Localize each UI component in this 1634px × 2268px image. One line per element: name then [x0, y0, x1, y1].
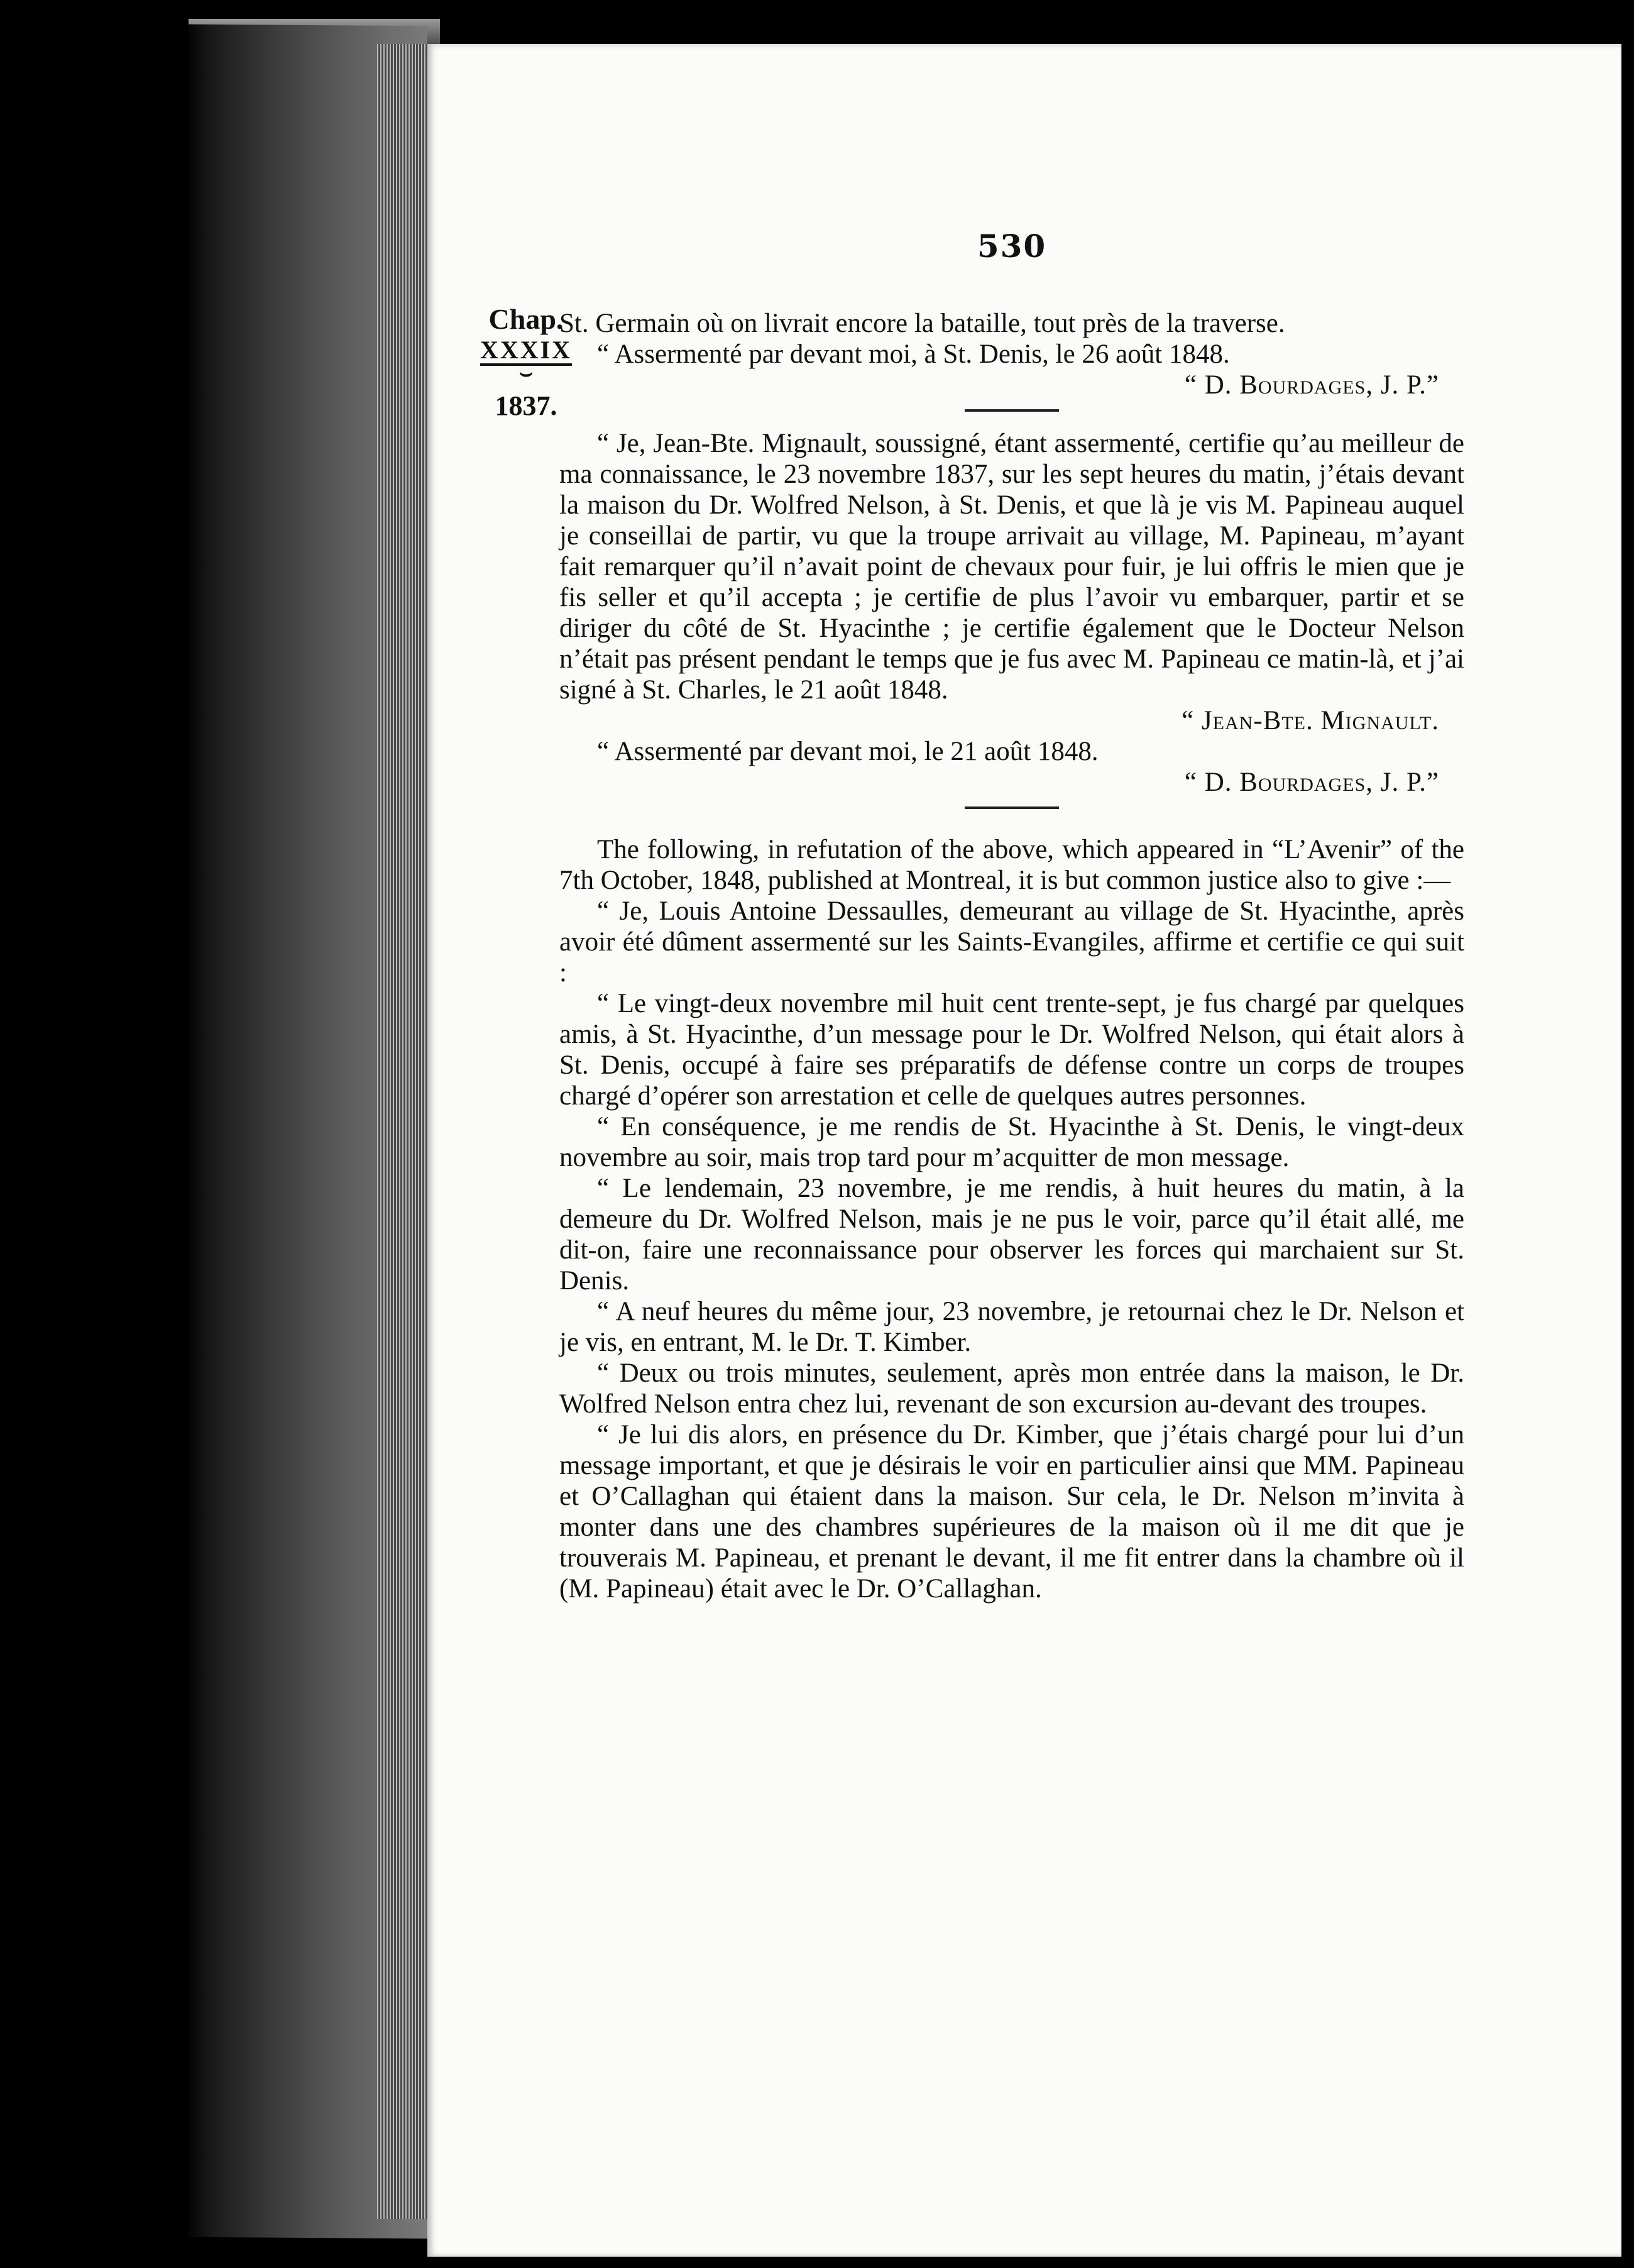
signature-bourdages-2: “ D. Bourdages, J. P.” [1184, 768, 1439, 797]
paragraph-mignault-affidavit: “ Je, Jean-Bte. Mignault, soussigné, étant assermenté, certifie qu’au meilleur de ma connaissance, le 23 novembre 1837, sur les sept heures du matin, j’étais devant la maison du Dr. Wolfred Nelson, à St. Denis, et que là je vis M. Papineau auquel je conseillai de partir, vu que la troupe arrivait au village, M. Papineau, m’ayant fait remarquer qu’il n’avait point de chevaux pour fuir, je lui offris le mien que je fis seller et qu’il accepta ; je certifie de plus l’avoir vu embarquer, partir et se diriger du côté de St. Hyacinthe ; je certifie également que le Docteur Nelson n’était pas présent pendant le temps que je fus avec M. Papineau ce matin-là, et j’ai signé à St. Charles, le 21 août 1848. [559, 429, 1464, 705]
paragraph-next-day: “ Le lendemain, 23 novembre, je me rendis, à huit heures du matin, à la demeure du Dr. Wolfred Nelson, mais je ne pus le voir, parce qu’il était allé, me dit-on, faire une reconnaissance pour observer les forces qui marchaient sur St. Denis. [559, 1174, 1464, 1296]
page-number: 530 [977, 228, 1047, 265]
margin-chapter-number: XXXIX [480, 336, 573, 364]
paragraph-dessaulles-oath: “ Je, Louis Antoine Dessaulles, demeurant au village de St. Hyacinthe, après avoir été dûment assermenté sur les Saints-Evangiles, affirme et certifie ce qui suit : [559, 896, 1464, 988]
paragraph-sworn-statement-2: “ Assermenté par devant moi, le 21 août 1848. [597, 737, 1099, 766]
paragraph-refutation-intro: The following, in refutation of the above, which appeared in “L’Avenir” of the 7th October, 1848, published at Montreal, it is but common justice also to give :— [559, 835, 1464, 895]
page-edge-stripes [377, 44, 427, 2219]
signature-bourdages: “ D. Bourdages, J. P.” [1184, 370, 1439, 400]
margin-brace: ⌣ [518, 361, 534, 385]
signature-mignault: “ Jean-Bte. Mignault. [1182, 706, 1439, 735]
body-text [559, 308, 1464, 1604]
paragraph-continuation: St. Germain où on livrait encore la bataille, tout près de la traverse. [559, 309, 1285, 338]
paragraph-sworn-statement: “ Assermenté par devant moi, à St. Denis, le 26 août 1848. [597, 339, 1230, 369]
paragraph-message-nelson: “ Le vingt-deux novembre mil huit cent trente-sept, je fus chargé par quelques amis, à St. Hyacinthe, d’un message pour le Dr. Wolfred Nelson, qui était alors à St. Denis, occupé à faire ses préparatifs de défense contre un corps de troupes chargé d’opérer son arrestation et celle de quelques autres personnes. [559, 989, 1464, 1111]
margin-chapter-label: Chap. [488, 303, 564, 335]
paragraph-nine-oclock: “ A neuf heures du même jour, 23 novembre, je retournai chez le Dr. Nelson et je vis, en entrant, M. le Dr. T. Kimber. [559, 1297, 1464, 1357]
section-rule-2 [965, 806, 1059, 809]
paragraph-nelson-returns: “ Deux ou trois minutes, seulement, après mon entrée dans la maison, le Dr. Wolfred Nelson entra chez lui, revenant de son excursion au-devant des troupes. [559, 1358, 1464, 1419]
paragraph-message-papineau: “ Je lui dis alors, en présence du Dr. Kimber, que j’étais chargé pour lui d’un message important, et que je désirais le voir en particulier ainsi que MM. Papineau et O’Callaghan qui étaient dans la maison. Sur cela, le Dr. Nelson m’invita à monter dans une des chambres supérieures de la maison où il me dit que je trouverais M. Papineau, et prenant le devant, il me fit entrer dans la chambre où il (M. Papineau) était avec le Dr. O’Callaghan. [559, 1420, 1464, 1604]
section-rule [965, 409, 1059, 412]
margin-year: 1837. [495, 390, 557, 421]
paragraph-consequence: “ En conséquence, je me rendis de St. Hyacinthe à St. Denis, le vingt-deux novembre au soir, mais trop tard pour m’acquitter de mon message. [559, 1112, 1464, 1172]
